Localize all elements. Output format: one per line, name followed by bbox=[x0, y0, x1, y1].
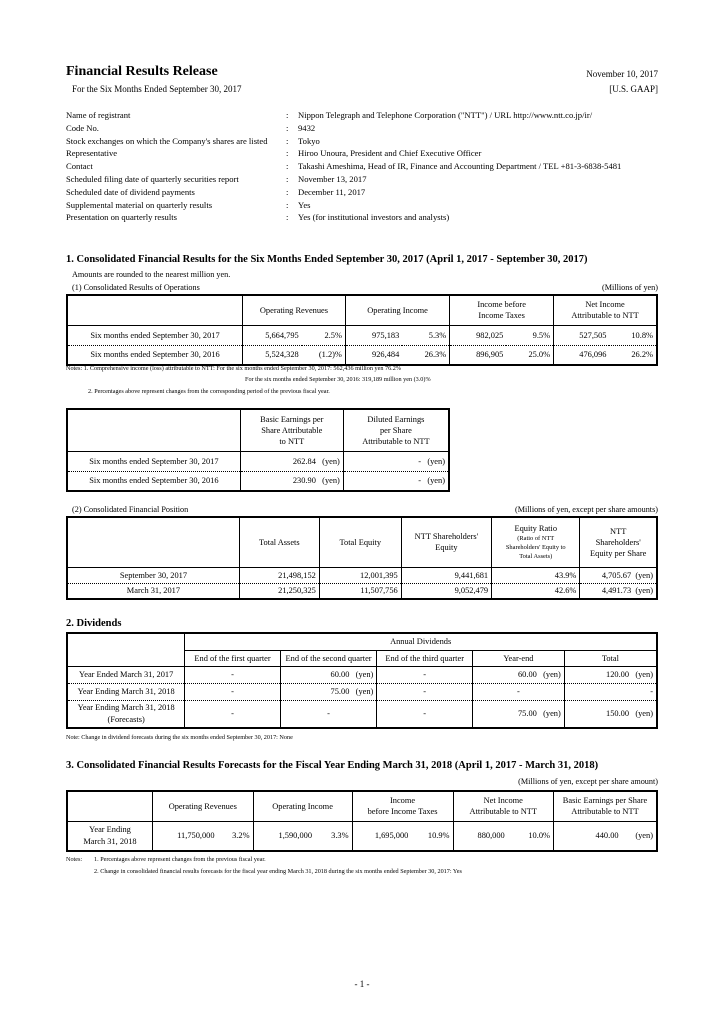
table-row bbox=[67, 666, 657, 683]
table-row bbox=[67, 451, 449, 471]
cell bbox=[473, 666, 565, 683]
table-row bbox=[67, 583, 657, 599]
info-value: Nippon Telegraph and Telephone Corporation ("NTT") / URL http://www.ntt.co.jp/ir/ bbox=[298, 110, 593, 120]
header-line: Total Assets) bbox=[519, 553, 553, 561]
row-label-line: Year Ending March 31, 2018 bbox=[77, 702, 175, 712]
forecast-note: 2. Change in consolidated financial results forecasts for the fiscal year ending March 31, 2018 during the six months ended September 30, 2017: Yes bbox=[94, 868, 462, 875]
header-line: Equity per Share bbox=[590, 548, 647, 558]
header-line: NTT bbox=[610, 526, 627, 536]
header-blank bbox=[67, 409, 240, 451]
info-colon: : bbox=[286, 122, 289, 133]
forecast-notes-label: Notes: bbox=[66, 856, 83, 863]
info-value: Yes bbox=[298, 199, 311, 210]
info-row bbox=[66, 109, 621, 122]
info-value: Takashi Ameshima, Head of IR, Finance and Accounting Department / TEL +81-3-6838-5481 bbox=[298, 161, 622, 172]
document-title: Financial Results Release bbox=[66, 64, 218, 79]
table-row bbox=[67, 683, 657, 700]
diluted-eps: - bbox=[418, 456, 422, 466]
rounding-note: Amounts are rounded to the nearest million yen. bbox=[72, 270, 231, 279]
header-blank bbox=[67, 517, 239, 567]
forecast-unit: (Millions of yen, except per share amount) bbox=[518, 777, 658, 786]
header-cell: Total Assets bbox=[239, 517, 319, 567]
cell bbox=[564, 666, 657, 683]
unit: (yen) bbox=[543, 670, 561, 679]
cell: 11,750,000 bbox=[153, 821, 218, 851]
row-label: Six months ended September 30, 2017 bbox=[89, 456, 219, 466]
cell: - bbox=[377, 683, 473, 700]
cell: - bbox=[473, 683, 565, 700]
cell: 10.0% bbox=[528, 831, 550, 841]
header-cell bbox=[240, 409, 343, 451]
unit: (yen) bbox=[322, 476, 340, 486]
accounting-standard: [U.S. GAAP] bbox=[609, 84, 658, 94]
forecast-note: 1. Percentages above represent changes from the previous fiscal year. bbox=[94, 856, 266, 863]
row-label bbox=[67, 821, 153, 851]
header-line: Income bbox=[389, 796, 416, 806]
row-label: Six months ended September 30, 2016 bbox=[90, 350, 220, 360]
info-row bbox=[66, 186, 621, 199]
header-line: to NTT bbox=[279, 436, 305, 446]
header-line: Attributable to NTT bbox=[362, 436, 430, 446]
header-line: Attributable to NTT bbox=[571, 807, 639, 817]
cell: 975,183 bbox=[345, 325, 402, 345]
info-row bbox=[66, 211, 621, 224]
header-cell bbox=[401, 517, 491, 567]
table-header-row bbox=[67, 791, 657, 821]
cell: 21,250,325 bbox=[239, 583, 319, 599]
info-row bbox=[66, 135, 621, 148]
cell: 10.8% bbox=[631, 330, 653, 340]
cell: 476,096 bbox=[554, 345, 610, 365]
row-label: Year Ended March 31, 2017 bbox=[79, 670, 174, 679]
financial-position-table bbox=[66, 516, 658, 600]
info-row bbox=[66, 199, 621, 212]
unit: (yen) bbox=[635, 709, 653, 719]
cell: 982,025 bbox=[450, 325, 507, 345]
table-row bbox=[67, 345, 657, 365]
header-line: NTT Shareholders' bbox=[414, 532, 479, 542]
table-row bbox=[67, 700, 657, 728]
cell bbox=[564, 700, 657, 728]
cell bbox=[240, 451, 343, 471]
cell: 12,001,395 bbox=[319, 567, 401, 583]
unit: (yen) bbox=[322, 456, 340, 466]
info-label: Stock exchanges on which the Company's shares are listed bbox=[66, 135, 268, 146]
cell bbox=[580, 583, 657, 599]
info-colon: : bbox=[286, 161, 289, 172]
registrant-info bbox=[66, 109, 621, 224]
cell: - bbox=[377, 700, 473, 728]
header-cell: Total Equity bbox=[319, 517, 401, 567]
cell: - bbox=[564, 683, 657, 700]
dividend-note: Note: Change in dividend forecasts during the six months ended September 30, 2017: None bbox=[66, 734, 293, 741]
cell bbox=[343, 451, 449, 471]
info-colon: : bbox=[286, 212, 289, 223]
header-line: Share Attributable bbox=[261, 425, 323, 435]
unit: (yen) bbox=[355, 687, 374, 696]
position-title: (2) Consolidated Financial Position bbox=[72, 505, 189, 514]
note-line: 2. Percentages above represent changes from the corresponding period of the previous fiscal year. bbox=[88, 388, 330, 395]
cell: - bbox=[280, 700, 377, 728]
value: 120.00 bbox=[606, 670, 630, 679]
diluted-eps: - bbox=[418, 476, 422, 486]
cell bbox=[343, 471, 449, 491]
info-row bbox=[66, 173, 621, 186]
unit: (yen) bbox=[427, 476, 445, 486]
header-line: Income before bbox=[477, 300, 526, 310]
info-label: Name of registrant bbox=[66, 110, 131, 120]
page-number: - 1 - bbox=[354, 979, 370, 989]
cell: 2.5% bbox=[324, 330, 342, 340]
header-blank bbox=[67, 295, 243, 325]
header-cell bbox=[453, 791, 553, 821]
cell: 5.3% bbox=[428, 330, 447, 340]
value: 75.00 bbox=[330, 687, 350, 696]
row-label: Six months ended September 30, 2016 bbox=[89, 476, 219, 486]
cell: - bbox=[185, 666, 280, 683]
header-line: Net Income bbox=[585, 300, 625, 310]
header-cell: End of the third quarter bbox=[377, 650, 473, 666]
cell: 880,000 bbox=[453, 821, 508, 851]
position-unit: (Millions of yen, except per share amounts) bbox=[514, 505, 658, 514]
info-colon: : bbox=[286, 135, 289, 146]
header-cell: Operating Revenues bbox=[243, 295, 346, 325]
cell bbox=[554, 821, 658, 851]
info-colon: : bbox=[286, 173, 289, 184]
unit: (yen) bbox=[635, 670, 653, 679]
section-1-heading: 1. Consolidated Financial Results for the Six Months Ended September 30, 2017 (April 1, 2017 - September 30, 2017) bbox=[66, 254, 588, 265]
info-colon: : bbox=[286, 110, 289, 120]
value: 75.00 bbox=[517, 709, 537, 719]
section-3-heading: 3. Consolidated Financial Results Forecasts for the Fiscal Year Ending March 31, 2018 (April 1, 2017 - March 31, 2018) bbox=[66, 760, 599, 771]
forecast-table bbox=[66, 790, 658, 852]
row-label: Six months ended September 30, 2017 bbox=[90, 330, 220, 340]
info-value: December 11, 2017 bbox=[298, 186, 366, 197]
info-colon: : bbox=[286, 186, 289, 197]
unit: (yen) bbox=[635, 586, 653, 596]
header-line: Equity Ratio bbox=[514, 524, 558, 534]
value: 440.00 bbox=[595, 831, 619, 841]
header-line: Equity bbox=[435, 543, 458, 553]
cell: 25.0% bbox=[528, 350, 551, 360]
cell bbox=[473, 700, 565, 728]
cell: 43.9% bbox=[492, 567, 580, 583]
eps-table bbox=[66, 408, 450, 492]
basic-eps: 230.90 bbox=[292, 476, 316, 486]
header-cell: End of the first quarter bbox=[185, 650, 280, 666]
value: 60.00 bbox=[330, 670, 350, 679]
info-label: Code No. bbox=[66, 122, 99, 133]
operations-table bbox=[66, 294, 658, 366]
header-cell bbox=[580, 517, 657, 567]
header-blank bbox=[67, 633, 185, 666]
table-header-row bbox=[67, 517, 657, 567]
header-line: Basic Earnings per bbox=[260, 414, 324, 424]
header-cell bbox=[492, 517, 580, 567]
header-cell bbox=[450, 295, 554, 325]
info-colon: : bbox=[286, 148, 289, 159]
cell: 9,441,681 bbox=[401, 567, 491, 583]
info-row bbox=[66, 122, 621, 135]
info-label: Scheduled date of dividend payments bbox=[66, 186, 195, 197]
header-line: Basic Earnings per Share bbox=[562, 796, 648, 806]
table-row bbox=[67, 567, 657, 583]
cell: 26.3% bbox=[424, 350, 447, 360]
info-value: Tokyo bbox=[298, 135, 320, 146]
cell: 896,905 bbox=[450, 345, 507, 365]
header-line: before Income Taxes bbox=[367, 807, 438, 817]
info-row bbox=[66, 147, 621, 160]
header-cell: End of the second quarter bbox=[280, 650, 377, 666]
operations-title: (1) Consolidated Results of Operations bbox=[72, 283, 200, 292]
info-label: Presentation on quarterly results bbox=[66, 212, 177, 223]
info-label: Supplemental material on quarterly results bbox=[66, 199, 213, 210]
row-label-line: March 31, 2018 bbox=[83, 836, 137, 846]
header-line: Attributable to NTT bbox=[469, 807, 537, 817]
cell bbox=[580, 567, 657, 583]
unit: (yen) bbox=[427, 456, 445, 466]
cell bbox=[240, 471, 343, 491]
info-row bbox=[66, 160, 621, 173]
cell bbox=[280, 683, 377, 700]
info-value: Hiroo Unoura, President and Chief Executive Officer bbox=[298, 148, 482, 159]
basic-eps: 262.84 bbox=[292, 456, 316, 466]
value: 60.00 bbox=[517, 670, 537, 679]
cell: 1,590,000 bbox=[253, 821, 315, 851]
cell: 9,052,479 bbox=[401, 583, 491, 599]
annual-dividends-header: Annual Dividends bbox=[185, 633, 657, 650]
header-cell: Total bbox=[564, 650, 657, 666]
header-cell: Operating Revenues bbox=[153, 791, 254, 821]
header-line: Attributable to NTT bbox=[571, 311, 639, 321]
cell: 527,505 bbox=[554, 325, 610, 345]
info-label: Contact bbox=[66, 161, 93, 172]
header-line: Income Taxes bbox=[478, 311, 525, 321]
header-line: (Ratio of NTT bbox=[517, 535, 555, 543]
cell bbox=[280, 666, 377, 683]
unit: (yen) bbox=[635, 570, 653, 580]
info-value: November 13, 2017 bbox=[298, 173, 367, 184]
row-label: Year Ending March 31, 2018 bbox=[77, 687, 175, 696]
row-label-line: Year Ending bbox=[89, 824, 131, 834]
cell: 3.3% bbox=[331, 831, 349, 841]
header-line: Shareholders' bbox=[595, 537, 641, 547]
info-label: Representative bbox=[66, 148, 118, 159]
dividends-table bbox=[66, 632, 658, 729]
header-blank bbox=[67, 791, 153, 821]
header-cell bbox=[554, 295, 657, 325]
document-subtitle: For the Six Months Ended September 30, 2017 bbox=[72, 84, 242, 94]
cell: - bbox=[185, 683, 280, 700]
table-row bbox=[67, 821, 657, 851]
cell: (1.2)% bbox=[318, 350, 342, 360]
info-colon: : bbox=[286, 199, 289, 210]
cell: 1,695,000 bbox=[352, 821, 411, 851]
cell: 926,484 bbox=[345, 345, 402, 365]
row-label bbox=[67, 700, 185, 728]
cell: 9.5% bbox=[532, 330, 551, 340]
table-row bbox=[67, 325, 657, 345]
header-cell: Year-end bbox=[473, 650, 565, 666]
operations-unit: (Millions of yen) bbox=[602, 283, 658, 292]
row-label-line: (Forecasts) bbox=[107, 714, 145, 724]
header-cell: Operating Income bbox=[253, 791, 352, 821]
unit: (yen) bbox=[355, 670, 374, 679]
header-line: per Share bbox=[379, 425, 412, 435]
note-line: For the six months ended September 30, 2016: 319,189 million yen (3.0)% bbox=[245, 376, 431, 383]
cell: 3.2% bbox=[232, 831, 250, 841]
row-label: September 30, 2017 bbox=[119, 570, 188, 580]
cell: 5,664,795 bbox=[243, 325, 302, 345]
release-date: November 10, 2017 bbox=[586, 69, 658, 79]
cell: 11,507,756 bbox=[319, 583, 401, 599]
value: 150.00 bbox=[606, 709, 630, 719]
cell: 10.9% bbox=[427, 831, 450, 841]
header-cell bbox=[554, 791, 658, 821]
cell: 21,498,152 bbox=[239, 567, 319, 583]
cell: 42.6% bbox=[492, 583, 580, 599]
cell: 5,524,328 bbox=[243, 345, 302, 365]
header-cell bbox=[343, 409, 449, 451]
table-row bbox=[67, 471, 449, 491]
info-label: Scheduled filing date of quarterly securities report bbox=[66, 173, 239, 184]
header-cell bbox=[352, 791, 453, 821]
value: 4,705.67 bbox=[601, 570, 632, 580]
unit: (yen) bbox=[543, 709, 561, 719]
row-label: March 31, 2017 bbox=[126, 586, 181, 596]
header-line: Diluted Earnings bbox=[367, 414, 425, 424]
cell: - bbox=[377, 666, 473, 683]
header-line: Shareholders' Equity to bbox=[505, 544, 566, 552]
header-line: Net Income bbox=[483, 796, 523, 806]
value: 4,491.73 bbox=[601, 586, 632, 596]
table-header-row bbox=[67, 409, 449, 451]
cell: - bbox=[185, 700, 280, 728]
info-value: 9432 bbox=[298, 122, 316, 133]
table-header-row bbox=[67, 295, 657, 325]
unit: (yen) bbox=[635, 831, 653, 841]
cell: 26.2% bbox=[631, 350, 653, 360]
info-value: Yes (for institutional investors and analysts) bbox=[298, 212, 450, 223]
table-header-row bbox=[67, 633, 657, 650]
section-2-heading: 2. Dividends bbox=[66, 618, 122, 629]
note-line: Notes: 1. Comprehensive income (loss) attributable to NTT: For the six months ended September 30, 2017: 562,436 million yen 76.2% bbox=[66, 365, 401, 372]
header-cell: Operating Income bbox=[345, 295, 449, 325]
